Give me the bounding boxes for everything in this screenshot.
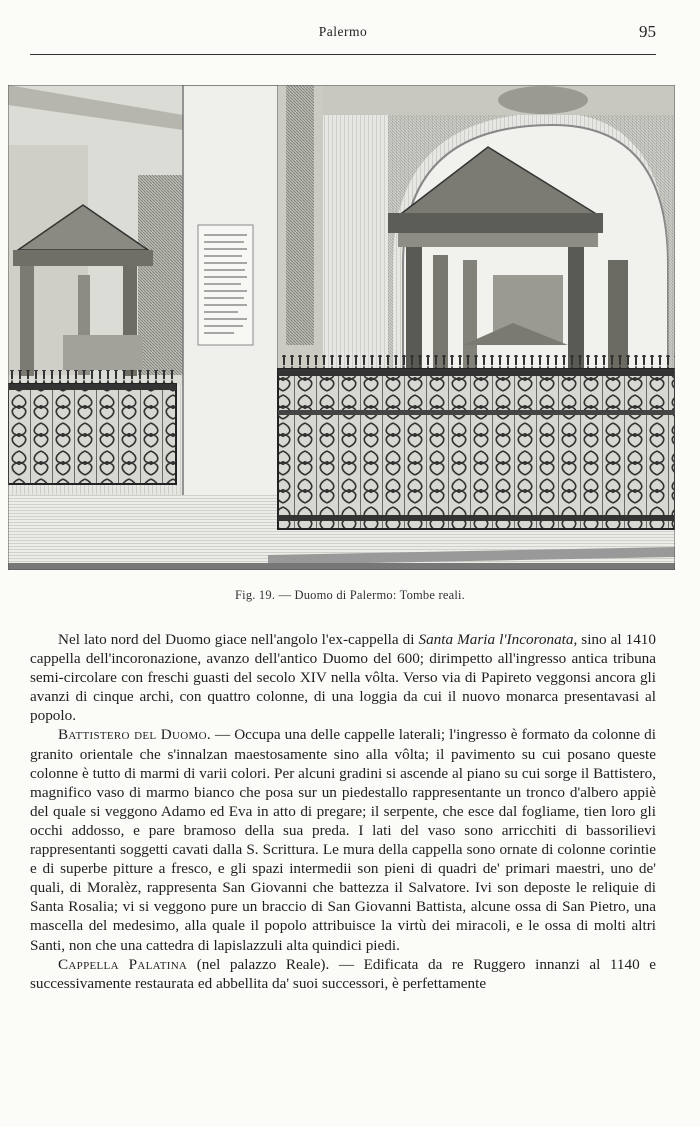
text-segment: Nel lato nord del Duomo giace nell'angolo l'ex-cappella di bbox=[58, 631, 419, 648]
text-segment: — Occupa una delle cappelle laterali; l'ingresso è formato da colonne di granito orientale che s'innalzan maestosamente sino alla vôlta; il pavimento su cui posano queste colonne è tutto di marmi di varii colori. Per alcuni gradini si ascende al piano su cui sorge il Battistero, magnifico vaso di marmo bianco che posa sur un piedestallo rappresentante un tronco d'albero appiè del quale si veggono Adamo ed Eva in atto di pregare; il serpente, che esce dal fogliame, tien loro gli occhi addosso, e pare bramoso della sua preda. I lati del vaso sono arricchiti di bassorilievi rappresentanti soggetti cavati dalla S. Scrittura. Le mura della cappella sono ornate di colonne corintie e di superbe pitture a fresco, e gli spazi intermedii son pieni di quadri de' primari maestri, uno de' quali, di Moralèz, rappresenta San Giovanni che battezza il Salvatore. Ivi son deposte le reliquie di Santa Rosalia; vi si veggono pure un braccio di San Giovanni Battista, alcune ossa di San Pietro, una mascella del medesimo, alla quale il popolo attribuisce la virtù dei miracoli, e le ossa di molti altri Santi, non che una cattedra di lapislazzuli alta quindici piedi. bbox=[30, 726, 656, 954]
text-segment: , sino al 1410 cappella dell'incoronazione, avanzo dell'antico Duomo del 600; dirimpetto all'ingresso antica tribuna semi-circolare con freschi guasti del secolo XIV nella vôlta. Verso via di Papireto veggonsi ancora gli avanzi di cinque archi, con quattro colonne, di una loggia da cui il nuovo monarca presentavasi al popolo. bbox=[30, 631, 656, 725]
paragraph-cappella-palatina bbox=[30, 955, 656, 993]
text-segment-italic: Santa Maria l'Incoronata bbox=[418, 631, 574, 648]
section-heading-cappella-palatina: Cappella Palatina bbox=[58, 955, 188, 973]
figure-caption: Fig. 19. — Duomo di Palermo: Tombe reali. bbox=[235, 588, 465, 602]
paragraph-santa-maria bbox=[30, 630, 656, 725]
text-segment: (nel palazzo Reale). — Edificata da re Ruggero innanzi al 1140 e successivamente restaurata ed abbellita da' suoi successori, è perfettamente bbox=[30, 955, 656, 992]
page-number: 95 bbox=[639, 22, 656, 41]
running-title: Palermo bbox=[318, 24, 368, 39]
figure-engraving bbox=[8, 85, 675, 570]
body-text bbox=[30, 630, 656, 993]
header-rule bbox=[30, 54, 656, 55]
page-header bbox=[30, 22, 656, 46]
paragraph-battistero bbox=[30, 725, 656, 954]
section-heading-battistero: Battistero del Duomo. bbox=[58, 726, 211, 744]
